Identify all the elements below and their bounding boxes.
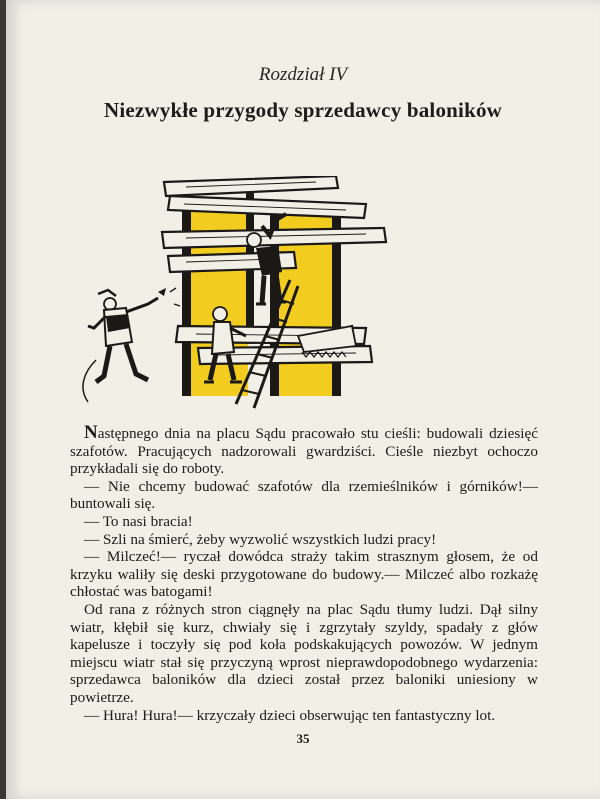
guard-figure: [83, 288, 166, 402]
paragraph: — To nasi bracia!: [84, 512, 193, 530]
plank-top: [164, 176, 338, 196]
chapter-title: Niezwykłe przygody sprzedawcy baloników: [103, 98, 503, 122]
paragraph: — Szli na śmierć, żeby wyzwolić wszystkich ludzi pracy!: [84, 530, 437, 548]
paragraph: Od rana z różnych stron ciągnęły na plac Sądu tłumy ludzi. Dął silny wiatr, kłębił się kurz, chwiały się i zgrzytały szyldy, spadały z głów kapelusze i toczyły się pod koła podskakujących powozów. W jednym miejscu wiatr stał się przyczyną wprost nieprawdopodobnego wydarzenia: sprzedawca baloników dla dzieci został przez baloniki uniesiony w powietrze.: [70, 600, 538, 706]
paragraph: Następnego dnia na placu Sądu pracowało stu cieśli: budowali dziesięć szafotów. Pracujących nadzorowali gwardziści. Cieśle niezbyt ochoczo przykładali się do roboty.: [70, 422, 538, 478]
chapter-label: Rozdział IV: [258, 64, 348, 85]
paragraph: — Nie chcemy budować szafotów dla rzemieślników i górników!— buntowali się.: [70, 477, 538, 513]
book-page: [6, 0, 600, 799]
page-number: 35: [296, 731, 310, 746]
carpenters-scaffold-illustration: [66, 176, 396, 412]
paragraph: — Hura! Hura!— krzyczały dzieci obserwując ten fantastyczny lot.: [84, 706, 496, 724]
paragraph: — Milczeć!— ryczał dowódca straży takim strasznym głosem, że od krzyku waliły się deski przygotowane do budowy.— Milczeć albo rozkażę chłostać was batogami!: [70, 548, 538, 601]
body-text: [70, 424, 538, 724]
post-1: [182, 200, 191, 396]
drop-cap: N: [84, 422, 98, 443]
